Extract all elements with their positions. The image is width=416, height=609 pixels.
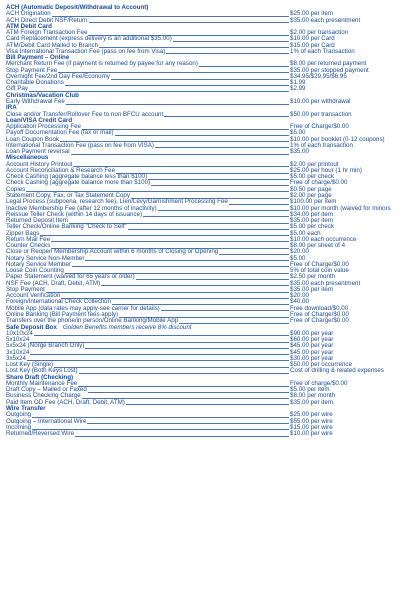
section-title: Loan/VISA Credit Card [6, 116, 73, 124]
fee-price: $34.95/$29.95/$6.95 [290, 72, 347, 80]
fee-price: $5.00 [290, 254, 306, 262]
fee-price: $2.99 [290, 85, 306, 93]
fee-price: $10.00 per booklet (0-12 coupons) [290, 135, 385, 143]
fee-price: $20.00 [290, 292, 309, 300]
fee-price: Free of charge/$0.00 [290, 179, 348, 187]
fee-price: $35.00 per item [290, 285, 333, 293]
fee-price: Free of Charge/$0.00 [290, 311, 349, 319]
fee-price: 5% of total coin value [290, 267, 349, 275]
fee-price: 1% of each transaction [290, 141, 353, 149]
fee-price: $0.50 per page [290, 185, 332, 193]
fee-row [6, 18, 412, 24]
fee-label: Transfers over the phone/in person/Online Banking/Mobile App [6, 317, 179, 325]
section-title: Miscellaneous [6, 154, 49, 162]
fee-price: $90.00 per year [290, 329, 334, 337]
fee-label: Return Mail Fee [6, 235, 51, 243]
fee-price: $8.00 per returned payment [290, 60, 367, 68]
fee-label: Merchant Return Fee (if payment is returned by payee for any reason) [6, 60, 198, 68]
fee-price: $5.00 per check [290, 173, 335, 181]
fee-price: $50.00 per transaction [290, 110, 352, 118]
fee-label: ACH Origination [6, 10, 51, 18]
fee-price: $34.00 per item [290, 210, 333, 218]
fee-price: $2.00 per printout [290, 160, 339, 168]
fee-label: Card Replacement (express delivery is an additional $35.00) [6, 35, 172, 43]
fee-label: 5x10x24 [6, 336, 30, 344]
fee-schedule [6, 5, 412, 437]
fee-label: Incoming [6, 423, 32, 431]
fee-label: Statement Copy, Fax, or Tax Statement Copy [6, 191, 130, 199]
fee-price: $10.00 per wire [290, 430, 333, 438]
fee-label: Stop Payment [6, 285, 45, 293]
fee-label: ATM/Debit Card Mailed to Branch [6, 41, 99, 49]
section-title: Wire Transfer [6, 405, 46, 412]
fee-label: Lost Key (Both Keys Lost) [6, 367, 78, 375]
fee-label: International Transaction Fee (pass on fee from VISA) [6, 141, 154, 149]
fee-label: Outgoing [6, 411, 32, 419]
section-title: Bill Payment – Online [6, 54, 70, 62]
fee-price: $10.00 per month (waived for minors [290, 204, 391, 212]
fee-label: 5x5x24 (Norge Branch Only) [6, 342, 85, 350]
fee-label: 3x10x24 [6, 348, 30, 356]
fee-price: $55.00 per wire [290, 417, 333, 425]
fee-price: $10.00 per Card [290, 35, 335, 43]
fee-price: Free of charge/$0.00 [290, 379, 348, 387]
fee-label: Draft Copy – Mailed or Faxed [6, 386, 87, 394]
fee-price: $20.00 [290, 248, 309, 256]
fee-price: $35.00 [290, 148, 309, 156]
fee-price: $35.00 each presentment [290, 279, 361, 287]
fee-label: Application Processing Fee [6, 123, 81, 131]
fee-price: $5.00 each [290, 229, 321, 237]
fee-label: Check Cashing (aggregate balance more than $100) [6, 179, 151, 187]
fee-price: $2.00 per transaction [290, 29, 349, 37]
fee-label: Visa International Transaction Fee (pass on fee from Visa) [6, 47, 166, 55]
fee-price: Free download/$0.00 [290, 304, 349, 312]
fee-label: Zipper Bags [6, 229, 40, 237]
fee-price: $25.00 per wire [290, 411, 333, 419]
fee-price: $5.00 per check [290, 223, 335, 231]
fee-price: Free of Charge/$0.00 [290, 260, 349, 268]
fee-price: $5.00 per item [290, 386, 330, 394]
fee-price: $15.00 per wire [290, 423, 333, 431]
section-title: Christmas/Vacation Club [6, 91, 79, 99]
fee-price: $8.00 per month [290, 392, 336, 400]
fee-label: Stop Payment Fee [6, 66, 58, 74]
fee-label: Monthly Maintenance Fee [6, 379, 78, 387]
fee-price: Free of Charge/$0.00 [290, 123, 349, 131]
fee-label: Paid Item OD Fee (ACH, Draft, Debit, ATM) [6, 398, 125, 406]
fee-price: 1% of each Transaction [290, 47, 355, 55]
fee-label: Returned/Reversed Wire [6, 430, 75, 438]
fee-label: Teller Check/Online Banking "Check to Self" [6, 223, 127, 231]
fee-label: Close and/or Transfer/Rollover Fee to non BFCU account [6, 110, 164, 118]
fee-label: Account Verification [6, 292, 61, 300]
fee-price: $35.00 per item [290, 398, 333, 406]
fee-price: $35.00 per stopped payment [290, 66, 369, 74]
fee-label: Payoff Documentation Fee (fax or mail) [6, 129, 114, 137]
section-title: Safe Deposit Box Golden Benefits members receive 8% discount [6, 323, 192, 331]
fee-price: $35.00 per item [290, 217, 333, 225]
fee-label: Account Reconciliation & Research Fee [6, 166, 116, 174]
section-title: ACH (Automatic Deposit/Withdrawal to Account) [6, 4, 149, 11]
fee-price: $10.00 each occurrence [290, 235, 357, 243]
fee-label: Charitable Donations [6, 79, 64, 87]
fee-label: 10x10x24 [6, 329, 33, 337]
fee-label: Counter Checks [6, 242, 51, 250]
fee-label: Loose Coin Counting [6, 267, 64, 275]
fee-label: Business Checking Charge [6, 392, 81, 400]
section-title: IRA [6, 104, 17, 112]
fee-label: Paper Statement (waived for 65 years or older) [6, 273, 135, 281]
fee-label: Loan Coupon Book [6, 135, 59, 143]
fee-price: $8.00 per sheet of 4 [290, 242, 346, 250]
fee-price: $25.00 per hour (1 hr min) [290, 166, 362, 174]
fee-price: $50.00 per occurrence [290, 361, 352, 369]
fee-price: $100.00 per item [290, 198, 337, 206]
fee-label: NSF Fee (ACH, Draft, Debit, ATM) [6, 279, 101, 287]
fee-price: $30.00 per year [290, 354, 334, 362]
fee-price: $45.00 per year [290, 342, 334, 350]
fee-label: Inactive Membership Fee (after 12 months of inactivity) [6, 204, 157, 212]
fee-price: $60.00 per year [290, 336, 334, 344]
fee-label: Lost Key (Single) [6, 361, 54, 369]
fee-row [6, 237, 412, 243]
fee-label: Copies [6, 185, 26, 193]
fee-label: ACH Direct Debit NSF/Return [6, 16, 88, 24]
fee-row [6, 281, 412, 287]
fee-label: Reissue Teller Check (within 14 days of issuance) [6, 210, 143, 218]
fee-label: Foreign/International Check Collection [6, 298, 111, 306]
fee-label: Returned Deposit Item [6, 217, 68, 225]
fee-label: Notary Service Non-Member [6, 254, 85, 262]
fee-row [6, 431, 412, 437]
fee-label: Gift Pay [6, 85, 29, 93]
fee-price: $15.00 per Card [290, 41, 335, 49]
fee-label: 3x5x24 [6, 354, 26, 362]
fee-label: Early Withdrawal Fee [6, 97, 65, 105]
section-title: ATM Debit Card [6, 22, 52, 30]
fee-price: $2.50 per month [290, 273, 336, 281]
fee-price: $45.00 per year [290, 348, 334, 356]
fee-label: Check Cashing (aggregate balance less than $100) [6, 173, 148, 181]
fee-label: Outgoing – International Wire [6, 417, 87, 425]
fee-label: Notary Service Member [6, 260, 71, 268]
fee-label: Online Banking (Bill Payment fees apply) [6, 311, 119, 319]
fee-price: Free of Charge/$0.00 [290, 317, 349, 325]
fee-label: Legal Process (subpoena, research fee), Lien/Levy/Garnishment Processing Fee [6, 198, 228, 206]
fee-label: Loan Payment reversal [6, 148, 70, 156]
fee-price: $10.00 per withdrawal [290, 97, 351, 105]
fee-price: Cost of drilling & related expenses [290, 367, 384, 375]
fee-label: Mobile App (data rates may apply-see carrier for details) [6, 304, 160, 312]
fee-price: $40.00 [290, 298, 309, 306]
section-title: Share Draft (Checking) [6, 373, 74, 381]
fee-label: Overnight Fee/2nd Day Fee/Economy [6, 72, 110, 80]
fee-label: Account History Printout [6, 160, 73, 168]
fee-price: $2.00 per page [290, 191, 332, 199]
fee-label: ATM Foreign Transaction Fee [6, 29, 88, 37]
fee-label: Close or Reopen Membership Account within 6 months of Closing or Opening [6, 248, 219, 256]
fee-price: $1.99 [290, 79, 306, 87]
fee-price: $35.00 each presentment [290, 16, 361, 24]
fee-price: $5.00 [290, 129, 306, 137]
fee-price: $25.00 per item [290, 10, 333, 18]
section-note: Golden Benefits members receive 8% discount [62, 323, 192, 331]
